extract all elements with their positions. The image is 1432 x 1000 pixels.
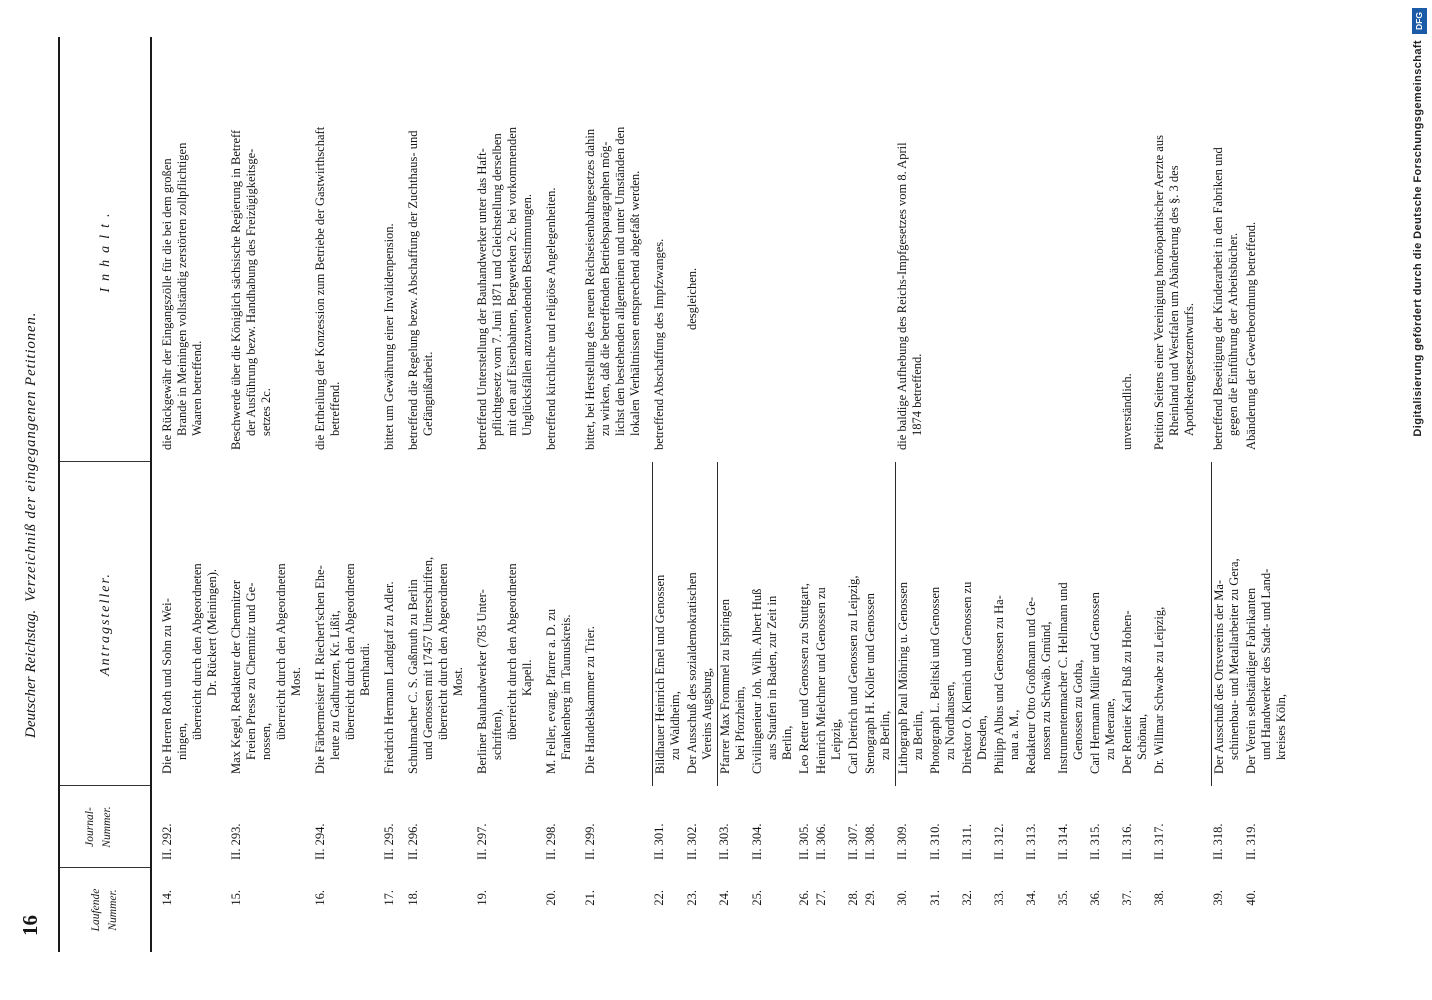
petitioner-line: zu Berlin, bbox=[878, 710, 892, 760]
column-header-row-number bbox=[88, 868, 122, 952]
row-number: 17. bbox=[382, 890, 396, 906]
petitioner-cell bbox=[382, 462, 397, 786]
row-number: 22. bbox=[652, 890, 666, 906]
content-cell bbox=[475, 37, 535, 462]
journal-number: II. 301. bbox=[652, 823, 666, 860]
row-number: 34. bbox=[1024, 890, 1038, 906]
content-line: setzes 2c. bbox=[259, 388, 273, 436]
petitioner-line: überreicht durch den Abgeordneten bbox=[274, 563, 288, 740]
content-line: die baldige Aufhebung des Reichs-Impfgesetzes vom 8. April bbox=[895, 142, 909, 450]
content-line: zu wirken, daß die betreffenden Betriebsparagraphen mög- bbox=[598, 141, 612, 436]
content-cell bbox=[382, 37, 397, 462]
row-number: 15. bbox=[229, 890, 243, 906]
petitioner-cell bbox=[1056, 462, 1086, 786]
content-cell bbox=[1152, 37, 1197, 462]
petitioner-line: Philipp Albus und Genossen zu Ha- bbox=[992, 595, 1006, 774]
content-cell bbox=[1088, 37, 1118, 462]
register-row bbox=[797, 37, 814, 952]
petitioner-cell bbox=[313, 462, 373, 786]
register-row bbox=[1024, 37, 1056, 952]
register-row bbox=[814, 37, 846, 952]
content-cell bbox=[814, 37, 844, 462]
petitioner-cell bbox=[685, 462, 715, 786]
register-row bbox=[1152, 37, 1199, 952]
petitioner-line: kreises Köln, bbox=[1274, 694, 1288, 760]
journal-number: II. 302. bbox=[685, 823, 699, 860]
register-row bbox=[1088, 37, 1120, 952]
content-line: Rheinland und Westfalen um Abänderung des §. 3 des bbox=[1167, 165, 1181, 436]
petitioner-line: nossen zu Schwäb. Gmünd, bbox=[1039, 621, 1053, 760]
page-number: 16 bbox=[18, 915, 42, 936]
petitioner-cell bbox=[652, 462, 683, 786]
petitioner-cell bbox=[229, 462, 304, 786]
row-number: 27. bbox=[814, 890, 828, 906]
journal-number: II. 294. bbox=[313, 823, 327, 860]
content-line: Abänderung der Gewerbeordnung betreffend. bbox=[1244, 221, 1258, 450]
content-cell bbox=[1244, 37, 1289, 462]
content-line: die Ertheilung der Konzession zum Betriebe der Gastwirthschaft bbox=[313, 126, 327, 450]
petitioner-line: überreicht durch den Abgeordneten bbox=[436, 563, 450, 740]
journal-number: II. 307. bbox=[846, 823, 860, 860]
content-cell bbox=[750, 37, 795, 462]
petitioner-line: Most. bbox=[289, 667, 303, 696]
petitioner-line: Genossen zu Gotha, bbox=[1071, 659, 1085, 760]
content-line: desgleichen. bbox=[685, 267, 699, 330]
petitioner-line: Dr. Rückert (Meiningen). bbox=[205, 568, 219, 696]
content-cell bbox=[1056, 37, 1086, 462]
petitioner-line: Die Handelskammer zu Trier. bbox=[583, 626, 597, 774]
petitioner-cell bbox=[863, 462, 893, 786]
journal-number: II. 313. bbox=[1024, 823, 1038, 860]
petitioner-cell bbox=[846, 462, 861, 786]
content-line: unverständlich. bbox=[1120, 373, 1134, 450]
petitioner-line: Carl Dietrich und Genossen zu Leipzig, bbox=[846, 575, 860, 774]
content-cell bbox=[544, 37, 574, 462]
column-header-content: Inhalt. bbox=[98, 206, 113, 293]
petitioner-line: zu Berlin, bbox=[911, 710, 925, 760]
petitioner-cell bbox=[1244, 462, 1289, 786]
petitioner-cell bbox=[992, 462, 1022, 786]
register-row bbox=[717, 37, 750, 952]
register-row bbox=[928, 37, 960, 952]
register-row bbox=[863, 37, 895, 952]
register-row bbox=[583, 37, 652, 952]
row-number: 32. bbox=[960, 890, 974, 906]
content-line: betreffend Unterstellung der Bauhandwerker unter das Haft- bbox=[475, 148, 489, 450]
petitioner-line: Instrumentenmacher C. Hellmann und bbox=[1056, 582, 1070, 774]
petitioner-line: bei Pforzheim, bbox=[733, 686, 747, 760]
petitioner-line: Freien Presse zu Chemnitz und Ge- bbox=[244, 582, 258, 760]
petitioner-line: Leo Retter und Genossen zu Stuttgart, bbox=[797, 583, 811, 774]
row-number: 29. bbox=[863, 890, 877, 906]
petitioner-cell bbox=[960, 462, 990, 786]
journal-number: II. 303. bbox=[717, 823, 731, 860]
register-row bbox=[1211, 37, 1244, 952]
content-cell bbox=[895, 37, 926, 462]
content-cell bbox=[583, 37, 643, 462]
content-cell bbox=[1024, 37, 1054, 462]
petitioner-line: Civilingenieur Joh. Wilh. Albert Huß bbox=[750, 588, 764, 774]
row-number: 40. bbox=[1244, 890, 1258, 906]
petitioner-line: nau a. M., bbox=[1007, 709, 1021, 760]
petitioner-line: Der Verein selbständiger Fabrikanten bbox=[1244, 587, 1258, 774]
content-line: Waaren betreffend. bbox=[190, 340, 204, 436]
petitioner-line: Photograph L. Belitski und Genossen bbox=[928, 586, 942, 774]
content-cell bbox=[160, 37, 220, 462]
journal-number: II. 309. bbox=[895, 823, 909, 860]
petitioner-line: Die Färbermeister H. Riechert'schen Ehe- bbox=[313, 565, 327, 774]
content-cell bbox=[1120, 37, 1150, 462]
content-line: lichst den bestehenden allgemeinen und unter Umständen den bbox=[613, 126, 627, 436]
petitioner-line: überreicht durch den Abgeordneten bbox=[190, 563, 204, 740]
content-line: betreffend Abschaffung des Impfzwanges. bbox=[652, 238, 666, 450]
petitioner-line: ningen, bbox=[175, 722, 189, 760]
register-row bbox=[750, 37, 797, 952]
journal-number: II. 319. bbox=[1244, 823, 1258, 860]
digitization-credit: Digitalisierung gefördert durch die Deutsche Forschungsgemeinschaft bbox=[1412, 40, 1424, 437]
content-line: 1874 betreffend. bbox=[910, 353, 924, 436]
petitioner-cell bbox=[814, 462, 844, 786]
journal-number: II. 308. bbox=[863, 823, 877, 860]
petitioner-line: Stenograph H. Koller und Genossen bbox=[863, 593, 877, 774]
petitioner-line: aus Staufen in Baden, zur Zeit in bbox=[765, 595, 779, 760]
content-cell bbox=[992, 37, 1022, 462]
petitioner-line: schriften), bbox=[490, 708, 504, 760]
journal-number: II. 310. bbox=[928, 823, 942, 860]
content-line: betreffend Beseitigung der Kinderarbeit in den Fabriken und bbox=[1211, 147, 1225, 450]
journal-number: II. 306. bbox=[814, 823, 828, 860]
register-row bbox=[652, 37, 685, 952]
content-line: die Rückgewähr der Eingangszölle für die bei dem großen bbox=[160, 158, 174, 450]
content-line: pflichtgesetz vom 7. Juni 1871 und Gleichstellung derselben bbox=[490, 133, 504, 436]
petitioner-cell bbox=[544, 462, 574, 786]
petitioner-line: Die Herren Roth und Sohn zu Wei- bbox=[160, 598, 174, 774]
petitioner-line: Der Rentier Karl Buß zu Hohen- bbox=[1120, 610, 1134, 774]
content-cell bbox=[652, 37, 683, 462]
journal-number: II. 312. bbox=[992, 823, 1006, 860]
petitioner-line: Berliner Bauhandwerker (785 Unter- bbox=[475, 589, 489, 774]
register-row bbox=[313, 37, 382, 952]
content-cell bbox=[846, 37, 861, 462]
petitioner-line: überreicht durch den Abgeordneten bbox=[343, 563, 357, 740]
petitioner-line: Vereins Augsburg, bbox=[700, 667, 714, 760]
column-header-journal-number bbox=[82, 786, 116, 868]
petitioner-line: Direktor O. Klemich und Genossen zu bbox=[960, 581, 974, 774]
journal-number: II. 305. bbox=[797, 823, 811, 860]
row-number: 30. bbox=[895, 890, 909, 906]
top-rule bbox=[58, 37, 60, 952]
journal-number: II. 314. bbox=[1056, 823, 1070, 860]
row-number: 24. bbox=[717, 890, 731, 906]
petitioner-line: Redakteur Otto Großmann und Ge- bbox=[1024, 596, 1038, 774]
row-number: 14. bbox=[160, 890, 174, 906]
register-row bbox=[406, 37, 475, 952]
row-number: 35. bbox=[1056, 890, 1070, 906]
column-header-line: Nummer. bbox=[107, 889, 119, 931]
content-line: der Ausführung bezw. Handhabung des Freizügigkeitsge- bbox=[244, 148, 258, 436]
register-row bbox=[1244, 37, 1291, 952]
content-cell bbox=[928, 37, 958, 462]
petitioner-line: Most. bbox=[451, 667, 465, 696]
petitioner-line: Bildhauer Heinrich Emel und Genossen bbox=[653, 574, 667, 774]
petitioner-line: Der Ausschuß des Ortsvereins der Ma- bbox=[1212, 579, 1226, 774]
journal-number: II. 296. bbox=[406, 823, 420, 860]
row-number: 37. bbox=[1120, 890, 1134, 906]
register-row bbox=[229, 37, 313, 952]
register-row bbox=[895, 37, 928, 952]
dfg-logo: DFG bbox=[1412, 8, 1427, 34]
running-title: Deutscher Reichstag. bbox=[23, 609, 39, 738]
petitioner-cell bbox=[1088, 462, 1118, 786]
petitioner-line: leute zu Gadhurzen, Kr. Lißit, bbox=[328, 610, 342, 760]
row-number: 33. bbox=[992, 890, 1006, 906]
content-line: betreffend. bbox=[328, 381, 342, 436]
content-line: bittet um Gewährung einer Invalidenpension. bbox=[382, 223, 396, 450]
register-row bbox=[160, 37, 229, 952]
petitioner-line: und Handwerker des Stadt- und Land- bbox=[1259, 568, 1273, 760]
journal-number: II. 297. bbox=[475, 823, 489, 860]
content-cell bbox=[229, 37, 304, 462]
petitioner-cell bbox=[406, 462, 466, 786]
journal-number: II. 292. bbox=[160, 823, 174, 860]
content-line: lokalen Verhältnissen entsprechend abgefaßt werden. bbox=[628, 170, 642, 436]
journal-number: II. 316. bbox=[1120, 823, 1134, 860]
petitioner-line: Friedrich Hermann Landgraf zu Adler. bbox=[382, 581, 396, 774]
petitioner-line: nossen, bbox=[259, 722, 273, 760]
content-line: betreffend kirchliche und religiöse Angelegenheiten. bbox=[544, 187, 558, 450]
petitioner-line: M. Feller, evang. Pfarrer a. D. zu bbox=[544, 608, 558, 774]
petitioner-line: Dr. Willmar Schwabe zu Leipzig, bbox=[1152, 606, 1166, 774]
content-cell bbox=[685, 37, 715, 462]
petitioner-cell bbox=[1211, 462, 1242, 786]
petitioner-cell bbox=[1152, 462, 1197, 786]
petitioner-line: Heinrich Mielchner und Genossen zu bbox=[814, 587, 828, 774]
journal-number: II. 299. bbox=[583, 823, 597, 860]
journal-number: II. 304. bbox=[750, 823, 764, 860]
journal-number: II. 295. bbox=[382, 823, 396, 860]
petitioner-line: Leipzig, bbox=[829, 718, 843, 760]
petitioner-line: Berlin, bbox=[780, 725, 794, 760]
petitioner-cell bbox=[475, 462, 535, 786]
petitioner-line: schinenbau- und Metallarbeiter zu Gera, bbox=[1227, 558, 1241, 760]
register-row bbox=[1120, 37, 1152, 952]
row-number: 38. bbox=[1152, 890, 1166, 906]
content-line: Brande in Meiningen vollständig zerstörten zollpflichtigen bbox=[175, 142, 189, 436]
register-row bbox=[992, 37, 1024, 952]
content-line: Apothekengesetzentwurfs. bbox=[1182, 303, 1196, 436]
content-line: gegen die Einführung der Arbeitsbücher. bbox=[1226, 232, 1240, 436]
content-line: Gefängnißarbeit. bbox=[421, 351, 435, 436]
content-cell bbox=[1211, 37, 1242, 462]
journal-number: II. 315. bbox=[1088, 823, 1102, 860]
header-rule bbox=[150, 37, 152, 952]
content-cell bbox=[863, 37, 893, 462]
petitioner-line: Bernhardi. bbox=[358, 642, 372, 696]
row-number: 36. bbox=[1088, 890, 1102, 906]
column-header-petitioner: Antragsteller. bbox=[98, 572, 113, 676]
register-row bbox=[960, 37, 992, 952]
petitioner-line: überreicht durch den Abgeordneten bbox=[505, 563, 519, 740]
petitioner-line: Max Kegel, Redakteur der Chemnitzer bbox=[229, 579, 243, 774]
row-number: 23. bbox=[685, 890, 699, 906]
petitioner-line: zu Meerane, bbox=[1103, 698, 1117, 760]
column-header-line: Laufende bbox=[90, 888, 102, 932]
petitioner-line: Pfarrer Max Frommel zu Ispringen bbox=[718, 599, 732, 774]
petitioner-cell bbox=[750, 462, 795, 786]
row-number: 20. bbox=[544, 890, 558, 906]
journal-number: II. 317. bbox=[1152, 823, 1166, 860]
petitioner-line: Der Ausschuß des sozialdemokratischen bbox=[685, 572, 699, 774]
register-row bbox=[1056, 37, 1088, 952]
petitioner-line: zu Waldheim, bbox=[668, 691, 682, 760]
petitioner-cell bbox=[797, 462, 812, 786]
petitioner-line: Dresden, bbox=[975, 715, 989, 760]
column-header-line: Journal- bbox=[84, 807, 96, 847]
section-title: Verzeichniß der eingegangenen Petitionen. bbox=[23, 311, 39, 602]
row-number: 26. bbox=[797, 890, 811, 906]
petitioner-line: Kapell. bbox=[520, 659, 534, 696]
content-cell bbox=[717, 37, 748, 462]
petitioner-cell bbox=[1024, 462, 1054, 786]
row-number: 18. bbox=[406, 890, 420, 906]
petitioner-line: und Genossen mit 17457 Unterschriften, bbox=[421, 556, 435, 760]
column-header-line: Nummer. bbox=[101, 806, 113, 848]
petition-register-table bbox=[160, 37, 1291, 952]
row-number: 19. bbox=[475, 890, 489, 906]
row-number: 31. bbox=[928, 890, 942, 906]
row-number: 28. bbox=[846, 890, 860, 906]
row-number: 25. bbox=[750, 890, 764, 906]
row-number: 16. bbox=[313, 890, 327, 906]
petitioner-cell bbox=[1120, 462, 1150, 786]
content-line: Unglücksfällen anzuwendenden Bestimmungen. bbox=[520, 194, 534, 436]
petitioner-cell bbox=[895, 462, 926, 786]
row-number: 39. bbox=[1211, 890, 1225, 906]
register-row bbox=[382, 37, 406, 952]
register-row bbox=[544, 37, 583, 952]
petitioner-cell bbox=[717, 462, 748, 786]
content-line: bittet, bei Herstellung des neuen Reichseisenbahngesetzes dahin bbox=[583, 128, 597, 450]
petitioner-line: Frankenberg im Taunuskreis. bbox=[559, 614, 573, 760]
petitioner-line: Schuhmacher C. S. Gaßmuth zu Berlin bbox=[406, 579, 420, 774]
petitioner-line: zu Nordhausen, bbox=[943, 681, 957, 760]
petitioner-cell bbox=[160, 462, 220, 786]
petitioner-line: Lithograph Paul Möhring u. Genossen bbox=[896, 582, 910, 774]
content-line: Beschwerde über die Königlich sächsische Regierung in Betreff bbox=[229, 129, 243, 450]
journal-number: II. 293. bbox=[229, 823, 243, 860]
content-line: Petition Seitens einer Vereinigung homöopathischer Aerzte aus bbox=[1152, 135, 1166, 450]
register-row bbox=[475, 37, 544, 952]
petitioner-line: Carl Hermann Müller und Genossen bbox=[1088, 592, 1102, 774]
content-cell bbox=[960, 37, 990, 462]
journal-number: II. 318. bbox=[1211, 823, 1225, 860]
content-line: betreffend die Regelung bezw. Abschaffung der Zuchthaus- und bbox=[406, 130, 420, 450]
content-cell bbox=[313, 37, 373, 462]
content-line: mit den auf Eisenbahnen, Bergwerken 2c. bei vorkommenden bbox=[505, 126, 519, 436]
register-row bbox=[685, 37, 717, 952]
petitioner-cell bbox=[928, 462, 958, 786]
journal-number: II. 311. bbox=[960, 824, 974, 860]
row-number: 21. bbox=[583, 890, 597, 906]
journal-number: II. 298. bbox=[544, 823, 558, 860]
petitioner-line: Schönau, bbox=[1135, 713, 1149, 760]
content-cell bbox=[406, 37, 466, 462]
register-row bbox=[846, 37, 863, 952]
content-cell bbox=[797, 37, 812, 462]
petitioner-cell bbox=[583, 462, 643, 786]
